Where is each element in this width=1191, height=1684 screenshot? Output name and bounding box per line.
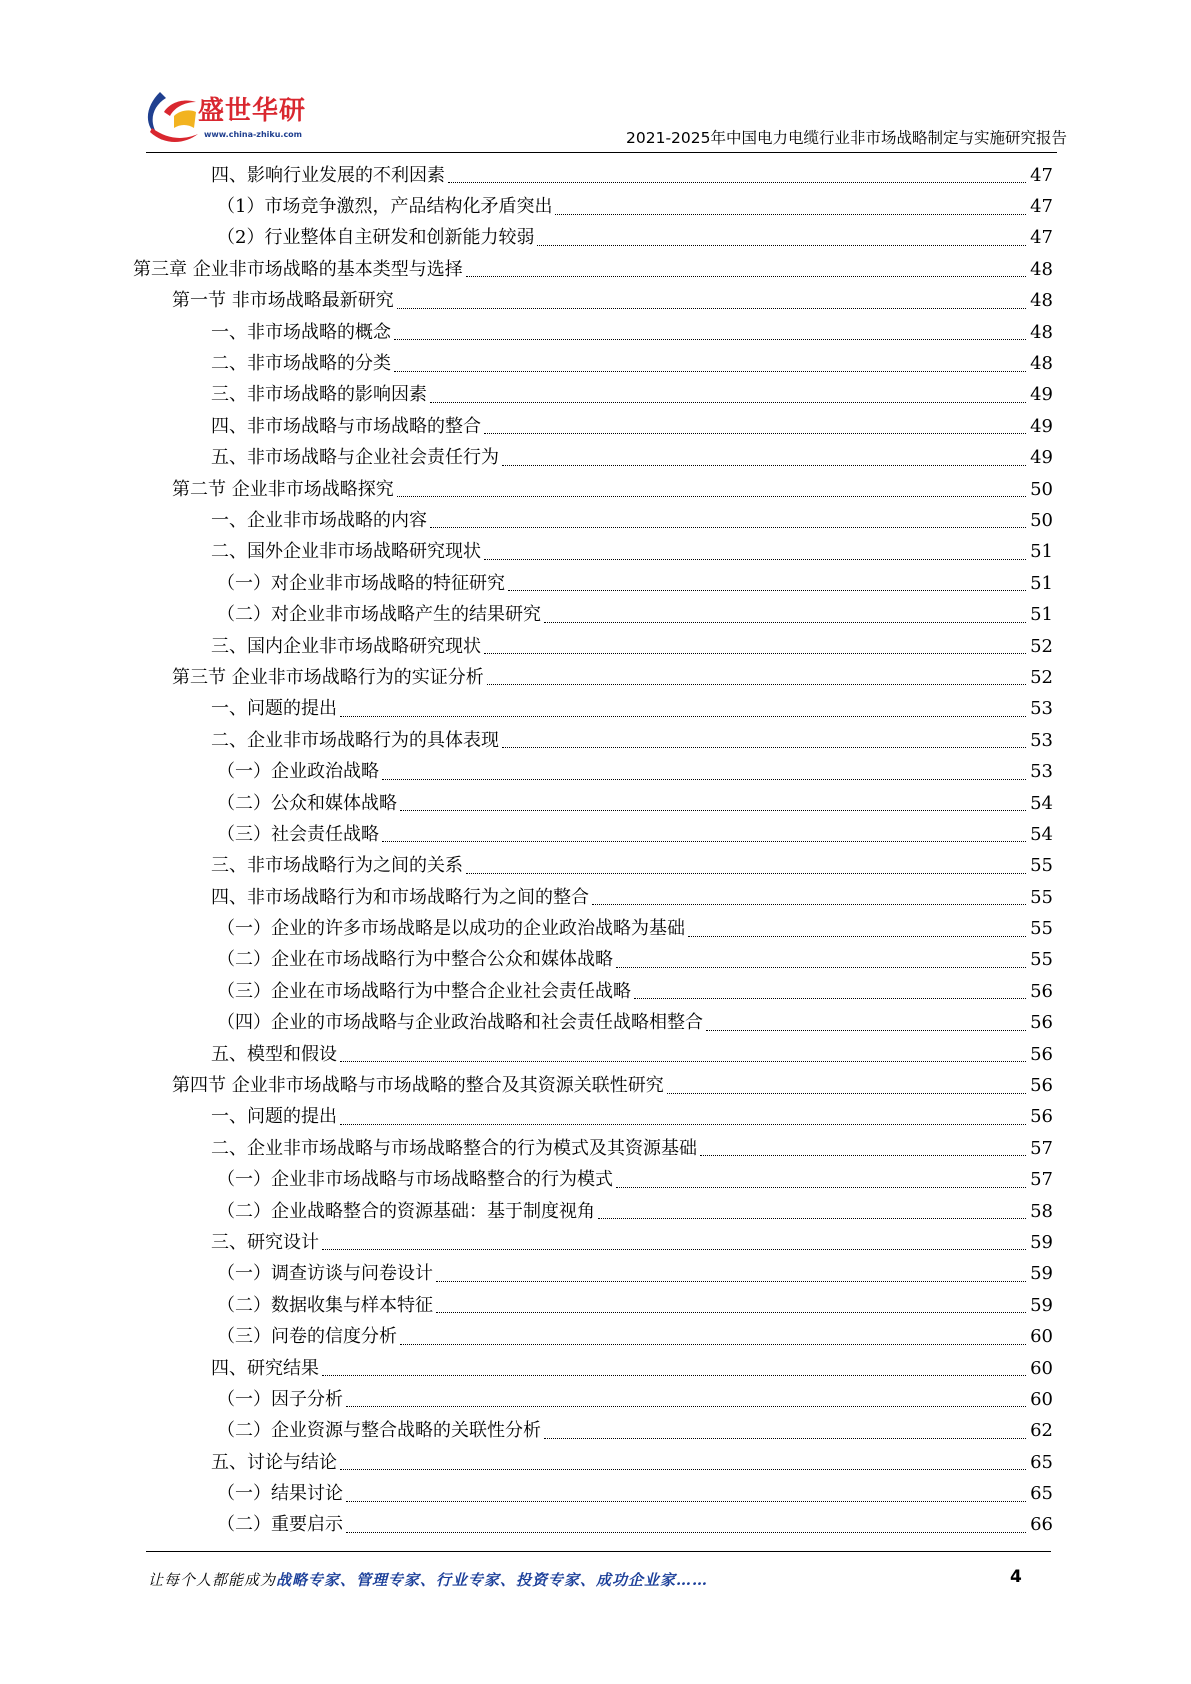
toc-entry-title: 三、非市场战略的影响因素 xyxy=(211,384,427,406)
toc-entry-page: 54 xyxy=(1030,823,1053,845)
toc-entry-title: （一）调查访谈与问卷设计 xyxy=(217,1263,433,1285)
toc-entry-page: 62 xyxy=(1030,1420,1053,1442)
toc-dot-leader xyxy=(346,1532,1026,1533)
toc-entry[interactable] xyxy=(217,1416,1053,1447)
toc-entry-page: 49 xyxy=(1030,447,1053,469)
toc-entry-title: 一、问题的提出 xyxy=(211,1106,337,1128)
toc-entry[interactable] xyxy=(211,1039,1053,1070)
toc-entry-page: 56 xyxy=(1030,1043,1053,1065)
toc-entry-page: 65 xyxy=(1030,1483,1053,1505)
toc-entry-title: （二）重要启示 xyxy=(217,1514,343,1536)
toc-dot-leader xyxy=(430,527,1026,528)
footer-divider xyxy=(146,1551,1051,1552)
toc-entry-title: （一）结果讨论 xyxy=(217,1483,343,1505)
toc-dot-leader xyxy=(634,998,1026,999)
toc-entry-title: （二）企业战略整合的资源基础：基于制度视角 xyxy=(217,1200,595,1222)
toc-entry-page: 51 xyxy=(1030,541,1053,563)
toc-entry[interactable] xyxy=(217,913,1053,944)
toc-dot-leader xyxy=(508,590,1026,591)
toc-entry-title: 第二节 企业非市场战略探究 xyxy=(172,478,394,500)
toc-entry[interactable] xyxy=(217,788,1053,819)
toc-entry-page: 48 xyxy=(1030,290,1053,312)
toc-entry-page: 48 xyxy=(1030,258,1053,280)
toc-dot-leader xyxy=(340,1124,1026,1125)
table-of-contents xyxy=(0,160,1191,1541)
toc-entry-page: 55 xyxy=(1030,918,1053,940)
toc-entry-page: 56 xyxy=(1030,1106,1053,1128)
toc-entry-title: （一）企业政治战略 xyxy=(217,761,379,783)
toc-entry-title: （二）数据收集与样本特征 xyxy=(217,1294,433,1316)
toc-entry-page: 53 xyxy=(1030,698,1053,720)
toc-entry-title: 二、非市场战略的分类 xyxy=(211,353,391,375)
toc-entry-page: 52 xyxy=(1030,666,1053,688)
toc-entry[interactable] xyxy=(211,380,1053,411)
toc-entry[interactable] xyxy=(217,1196,1053,1227)
toc-dot-leader xyxy=(598,1218,1026,1219)
toc-dot-leader xyxy=(400,810,1026,811)
toc-entry-page: 59 xyxy=(1030,1231,1053,1253)
toc-entry[interactable] xyxy=(211,537,1053,568)
toc-dot-leader xyxy=(436,1312,1026,1313)
toc-entry-title: （2）行业整体自主研发和创新能力较弱 xyxy=(217,227,535,249)
toc-entry-title: 第一节 非市场战略最新研究 xyxy=(172,290,394,312)
toc-entry[interactable] xyxy=(217,756,1053,787)
report-title: 2021-2025年中国电力电缆行业非市场战略制定与实施研究报告 xyxy=(626,129,1067,147)
toc-dot-leader xyxy=(484,559,1026,560)
toc-entry[interactable] xyxy=(217,976,1053,1007)
toc-dot-leader xyxy=(397,308,1026,309)
toc-entry-title: （三）问卷的信度分析 xyxy=(217,1326,397,1348)
header-divider xyxy=(146,152,1057,153)
toc-entry[interactable] xyxy=(211,882,1053,913)
toc-entry[interactable] xyxy=(217,945,1053,976)
toc-entry-title: 第四节 企业非市场战略与市场战略的整合及其资源关联性研究 xyxy=(172,1075,664,1097)
toc-entry-title: （二）对企业非市场战略产生的结果研究 xyxy=(217,604,541,626)
toc-entry-page: 48 xyxy=(1030,321,1053,343)
toc-entry[interactable] xyxy=(133,254,1053,285)
toc-entry-page: 55 xyxy=(1030,886,1053,908)
toc-entry-title: 三、国内企业非市场战略研究现状 xyxy=(211,635,481,657)
toc-entry-page: 47 xyxy=(1030,196,1053,218)
logo-url: www.china-zhiku.com xyxy=(204,130,303,139)
toc-dot-leader xyxy=(448,182,1026,183)
toc-entry-page: 55 xyxy=(1030,855,1053,877)
toc-entry[interactable] xyxy=(217,1384,1053,1415)
toc-entry[interactable] xyxy=(211,317,1053,348)
toc-dot-leader xyxy=(322,1375,1026,1376)
toc-entry-page: 50 xyxy=(1030,478,1053,500)
toc-entry-page: 56 xyxy=(1030,980,1053,1002)
toc-entry-title: 三、非市场战略行为之间的关系 xyxy=(211,855,463,877)
toc-entry[interactable] xyxy=(217,223,1053,254)
toc-entry-title: （二）企业资源与整合战略的关联性分析 xyxy=(217,1420,541,1442)
footer-slogan xyxy=(148,1570,708,1590)
toc-entry[interactable] xyxy=(211,348,1053,379)
toc-entry-page: 57 xyxy=(1030,1169,1053,1191)
toc-dot-leader xyxy=(346,1501,1026,1502)
toc-entry[interactable] xyxy=(217,1321,1053,1352)
toc-entry-page: 55 xyxy=(1030,949,1053,971)
toc-entry[interactable] xyxy=(172,1070,1053,1101)
toc-dot-leader xyxy=(436,1281,1026,1282)
toc-entry-title: （四）企业的市场战略与企业政治战略和社会责任战略相整合 xyxy=(217,1012,703,1034)
toc-dot-leader xyxy=(706,1030,1026,1031)
toc-entry[interactable] xyxy=(172,662,1053,693)
toc-entry[interactable] xyxy=(211,851,1053,882)
toc-entry-title: （一）因子分析 xyxy=(217,1388,343,1410)
toc-dot-leader xyxy=(466,276,1026,277)
toc-dot-leader xyxy=(466,873,1026,874)
page-number: 4 xyxy=(1010,1567,1022,1587)
toc-dot-leader xyxy=(340,716,1026,717)
toc-entry[interactable] xyxy=(217,191,1053,222)
toc-entry-page: 65 xyxy=(1030,1451,1053,1473)
toc-entry-title: 一、企业非市场战略的内容 xyxy=(211,509,427,531)
toc-entry-page: 60 xyxy=(1030,1326,1053,1348)
toc-entry[interactable] xyxy=(217,1510,1053,1541)
toc-dot-leader xyxy=(616,967,1026,968)
toc-entry-page: 56 xyxy=(1030,1075,1053,1097)
toc-entry[interactable] xyxy=(211,160,1053,191)
toc-entry[interactable] xyxy=(217,819,1053,850)
toc-entry-title: 四、研究结果 xyxy=(211,1357,319,1379)
toc-dot-leader xyxy=(382,841,1026,842)
toc-dot-leader xyxy=(340,1469,1026,1470)
toc-entry-page: 60 xyxy=(1030,1357,1053,1379)
toc-entry-page: 59 xyxy=(1030,1263,1053,1285)
toc-entry[interactable] xyxy=(211,1227,1053,1258)
toc-entry-title: 三、研究设计 xyxy=(211,1231,319,1253)
toc-entry-page: 49 xyxy=(1030,415,1053,437)
toc-entry-page: 49 xyxy=(1030,384,1053,406)
toc-dot-leader xyxy=(484,653,1026,654)
toc-entry[interactable] xyxy=(211,505,1053,536)
toc-dot-leader xyxy=(394,371,1026,372)
toc-entry-title: 二、国外企业非市场战略研究现状 xyxy=(211,541,481,563)
toc-dot-leader xyxy=(688,936,1026,937)
toc-entry-title: 五、模型和假设 xyxy=(211,1043,337,1065)
toc-entry[interactable] xyxy=(211,443,1053,474)
toc-dot-leader xyxy=(346,1406,1026,1407)
toc-dot-leader xyxy=(322,1249,1026,1250)
toc-entry-title: （一）企业非市场战略与市场战略整合的行为模式 xyxy=(217,1169,613,1191)
toc-entry-title: （二）企业在市场战略行为中整合公众和媒体战略 xyxy=(217,949,613,971)
toc-entry-title: 四、非市场战略与市场战略的整合 xyxy=(211,415,481,437)
toc-entry-title: 一、问题的提出 xyxy=(211,698,337,720)
slogan-lead: 让每个人都能成为 xyxy=(148,1571,277,1589)
toc-entry-title: （一）对企业非市场战略的特征研究 xyxy=(217,572,505,594)
toc-entry-title: 第三章 企业非市场战略的基本类型与选择 xyxy=(133,258,463,280)
toc-dot-leader xyxy=(340,1061,1026,1062)
toc-entry-page: 57 xyxy=(1030,1137,1053,1159)
toc-entry-page: 60 xyxy=(1030,1388,1053,1410)
toc-entry-page: 54 xyxy=(1030,792,1053,814)
toc-entry-page: 56 xyxy=(1030,1012,1053,1034)
toc-dot-leader xyxy=(544,622,1026,623)
toc-entry[interactable] xyxy=(172,286,1053,317)
toc-entry-page: 48 xyxy=(1030,353,1053,375)
toc-entry[interactable] xyxy=(211,1133,1053,1164)
toc-dot-leader xyxy=(397,496,1026,497)
toc-entry-page: 47 xyxy=(1030,227,1053,249)
toc-entry-title: 五、讨论与结论 xyxy=(211,1451,337,1473)
toc-entry[interactable] xyxy=(217,1165,1053,1196)
toc-entry-page: 51 xyxy=(1030,572,1053,594)
toc-dot-leader xyxy=(382,779,1026,780)
toc-entry-title: 五、非市场战略与企业社会责任行为 xyxy=(211,447,499,469)
toc-entry[interactable] xyxy=(217,1008,1053,1039)
toc-entry-title: 二、企业非市场战略行为的具体表现 xyxy=(211,729,499,751)
toc-entry[interactable] xyxy=(211,694,1053,725)
toc-entry-page: 47 xyxy=(1030,164,1053,186)
toc-dot-leader xyxy=(537,245,1026,246)
page-header xyxy=(0,0,1191,155)
toc-entry[interactable] xyxy=(217,1290,1053,1321)
toc-entry-title: （三）社会责任战略 xyxy=(217,823,379,845)
toc-entry-page: 53 xyxy=(1030,729,1053,751)
toc-entry[interactable] xyxy=(211,1447,1053,1478)
toc-entry[interactable] xyxy=(217,1259,1053,1290)
toc-entry[interactable] xyxy=(217,1478,1053,1509)
toc-entry-title: 一、非市场战略的概念 xyxy=(211,321,391,343)
toc-dot-leader xyxy=(484,433,1026,434)
toc-dot-leader xyxy=(394,339,1026,340)
toc-entry-page: 66 xyxy=(1030,1514,1053,1536)
toc-dot-leader xyxy=(555,214,1026,215)
toc-dot-leader xyxy=(400,1344,1026,1345)
toc-entry[interactable] xyxy=(211,631,1053,662)
toc-dot-leader xyxy=(700,1155,1026,1156)
toc-entry-page: 52 xyxy=(1030,635,1053,657)
logo-name: 盛世华研 xyxy=(198,96,307,126)
toc-entry[interactable] xyxy=(211,1353,1053,1384)
toc-entry-page: 53 xyxy=(1030,761,1053,783)
toc-entry-title: （一）企业的许多市场战略是以成功的企业政治战略为基础 xyxy=(217,918,685,940)
toc-dot-leader xyxy=(544,1438,1026,1439)
toc-dot-leader xyxy=(592,904,1026,905)
toc-entry[interactable] xyxy=(211,1102,1053,1133)
toc-entry[interactable] xyxy=(217,568,1053,599)
toc-dot-leader xyxy=(430,402,1026,403)
toc-entry-title: （三）企业在市场战略行为中整合企业社会责任战略 xyxy=(217,980,631,1002)
toc-entry[interactable] xyxy=(211,411,1053,442)
toc-dot-leader xyxy=(616,1187,1026,1188)
toc-entry[interactable] xyxy=(217,599,1053,630)
toc-entry-page: 59 xyxy=(1030,1294,1053,1316)
toc-entry-title: 第三节 企业非市场战略行为的实证分析 xyxy=(172,666,484,688)
toc-dot-leader xyxy=(502,747,1026,748)
toc-entry-title: 四、影响行业发展的不利因素 xyxy=(211,164,445,186)
toc-entry[interactable] xyxy=(211,725,1053,756)
toc-entry-page: 51 xyxy=(1030,604,1053,626)
toc-entry-page: 58 xyxy=(1030,1200,1053,1222)
toc-entry-title: 二、企业非市场战略与市场战略整合的行为模式及其资源基础 xyxy=(211,1137,697,1159)
toc-dot-leader xyxy=(667,1093,1026,1094)
toc-entry-page: 50 xyxy=(1030,509,1053,531)
toc-entry-title: （1）市场竞争激烈，产品结构化矛盾突出 xyxy=(217,196,553,218)
toc-dot-leader xyxy=(502,465,1026,466)
toc-dot-leader xyxy=(487,684,1026,685)
slogan-roles: 战略专家、管理专家、行业专家、投资专家、成功企业家…… xyxy=(276,1571,709,1589)
toc-entry-title: 四、非市场战略行为和市场战略行为之间的整合 xyxy=(211,886,589,908)
toc-entry-title: （二）公众和媒体战略 xyxy=(217,792,397,814)
toc-entry[interactable] xyxy=(172,474,1053,505)
